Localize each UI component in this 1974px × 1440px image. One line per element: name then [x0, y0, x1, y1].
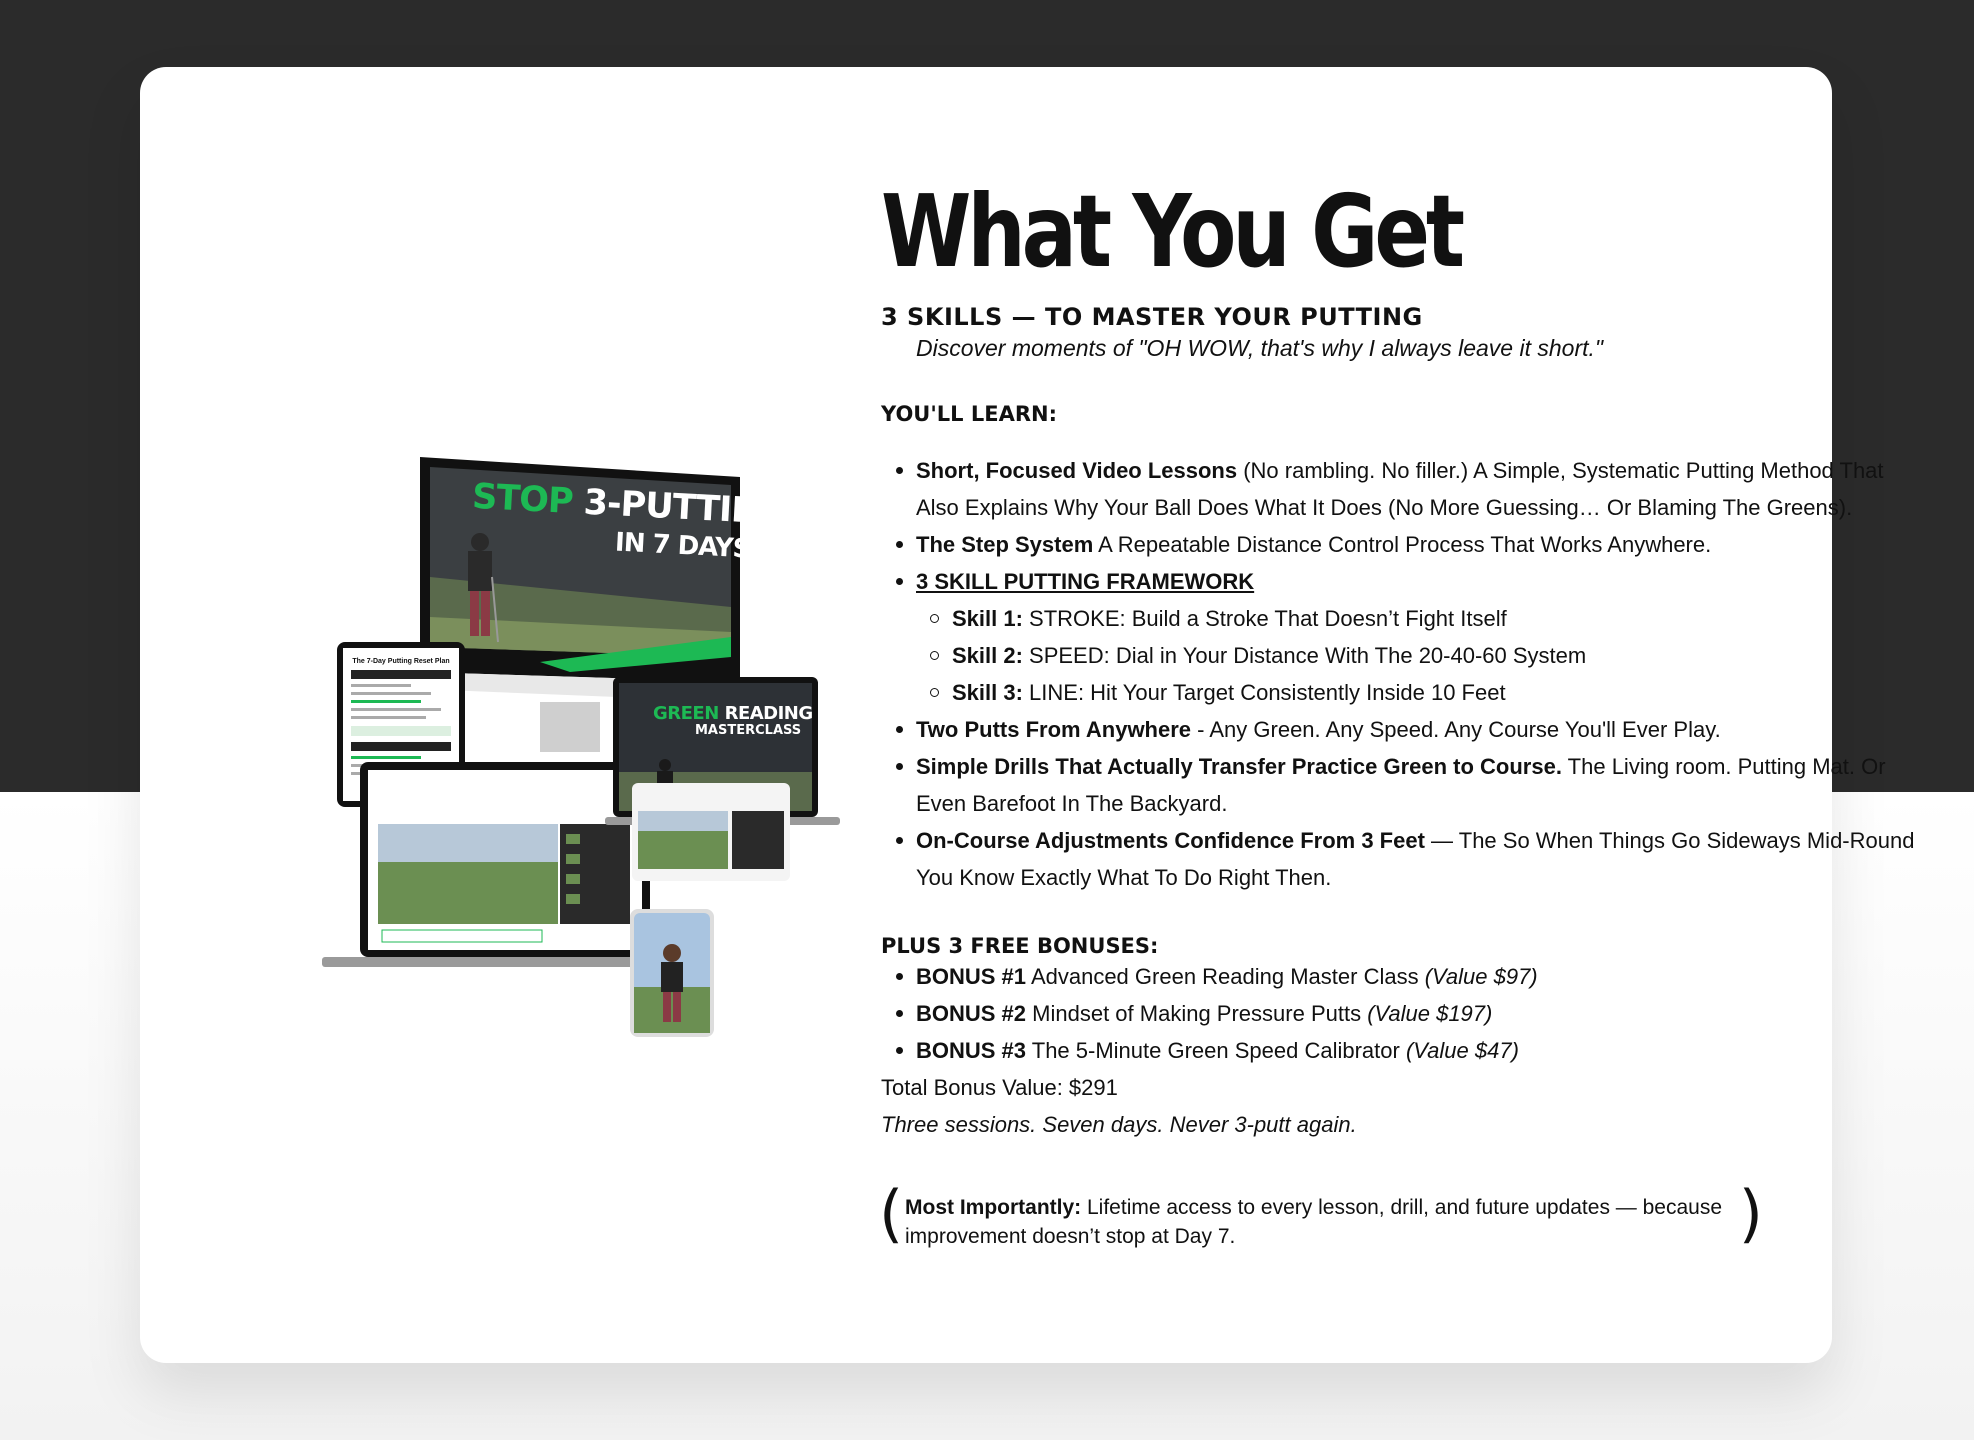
- course-devices-mockup: [320, 457, 850, 1047]
- tagline: Discover moments of "OH WOW, that's why I always leave it short.": [916, 335, 1604, 361]
- skill-item: Skill 2: SPEED: Dial in Your Distance With The 20-40-60 System: [916, 637, 1921, 674]
- youll-learn-heading: YOU'LL LEARN:: [881, 402, 1057, 426]
- list-item: [881, 563, 1921, 711]
- bonuses-heading: PLUS 3 FREE BONUSES:: [881, 934, 1159, 958]
- bonus-item: BONUS #3 The 5-Minute Green Speed Calibrator (Value $47): [881, 1032, 1921, 1069]
- content-card: [140, 67, 1915, 1363]
- stop-3-putting-text: STOP 3-PUTTING: [471, 476, 789, 534]
- green-reading-text: GREEN READING: [653, 703, 813, 724]
- list-item: Two Putts From Anywhere - Any Green. Any Speed. Any Course You'll Ever Play.: [881, 711, 1921, 748]
- closing-line: Three sessions. Seven days. Never 3-putt again.: [881, 1112, 1357, 1137]
- masterclass-text: MASTERCLASS: [695, 723, 802, 738]
- page-title: What You Get: [881, 173, 1461, 290]
- in-7-days-text: IN 7 DAYS: [614, 527, 752, 565]
- skill-item: Skill 1: STROKE: Build a Stroke That Doesn’t Fight Itself: [916, 600, 1921, 637]
- list-item: Short, Focused Video Lessons (No rambling. No filler.) A Simple, Systematic Putting Method That Also Explains Why Your Ball Does What It Does (No More Guessing… Or Blaming The Greens).: [881, 452, 1921, 526]
- lifetime-access-callout: [879, 1177, 1763, 1251]
- video-card-graphic: [632, 783, 790, 881]
- skills-list: [916, 600, 1921, 711]
- framework-heading: 3 SKILL PUTTING FRAMEWORK: [916, 569, 1255, 594]
- open-parenthesis: (: [879, 1177, 904, 1250]
- plan-title-text: The 7-Day Putting Reset Plan: [352, 658, 450, 665]
- bonus-list: [881, 958, 1921, 1069]
- list-item: On-Course Adjustments Confidence From 3 Feet — The So When Things Go Sideways Mid-Round You Know Exactly What To Do Right Then.: [881, 822, 1921, 896]
- skill-item: Skill 3: LINE: Hit Your Target Consistently Inside 10 Feet: [916, 674, 1921, 711]
- phone-graphic: [630, 909, 714, 1037]
- bonus-item: BONUS #1 Advanced Green Reading Master Class (Value $97): [881, 958, 1921, 995]
- what-you-get-content: [879, 173, 1921, 1251]
- callout-text: Lifetime access to every lesson, drill, and future updates — because improvement doesn’t stop at Day 7.: [905, 1196, 1723, 1248]
- callout-label: Most Importantly:: [905, 1196, 1082, 1219]
- learn-list: [881, 452, 1921, 896]
- close-parenthesis: ): [1738, 1177, 1763, 1250]
- list-item: Simple Drills That Actually Transfer Practice Green to Course. The Living room. Putting Mat. Or Even Barefoot In The Backyard.: [881, 748, 1921, 822]
- total-bonus-value: Total Bonus Value: $291: [881, 1075, 1118, 1100]
- page-subtitle: 3 SKILLS — TO MASTER YOUR PUTTING: [881, 303, 1423, 331]
- list-item: The Step System A Repeatable Distance Control Process That Works Anywhere.: [881, 526, 1921, 563]
- bonus-item: BONUS #2 Mindset of Making Pressure Putts (Value $197): [881, 995, 1921, 1032]
